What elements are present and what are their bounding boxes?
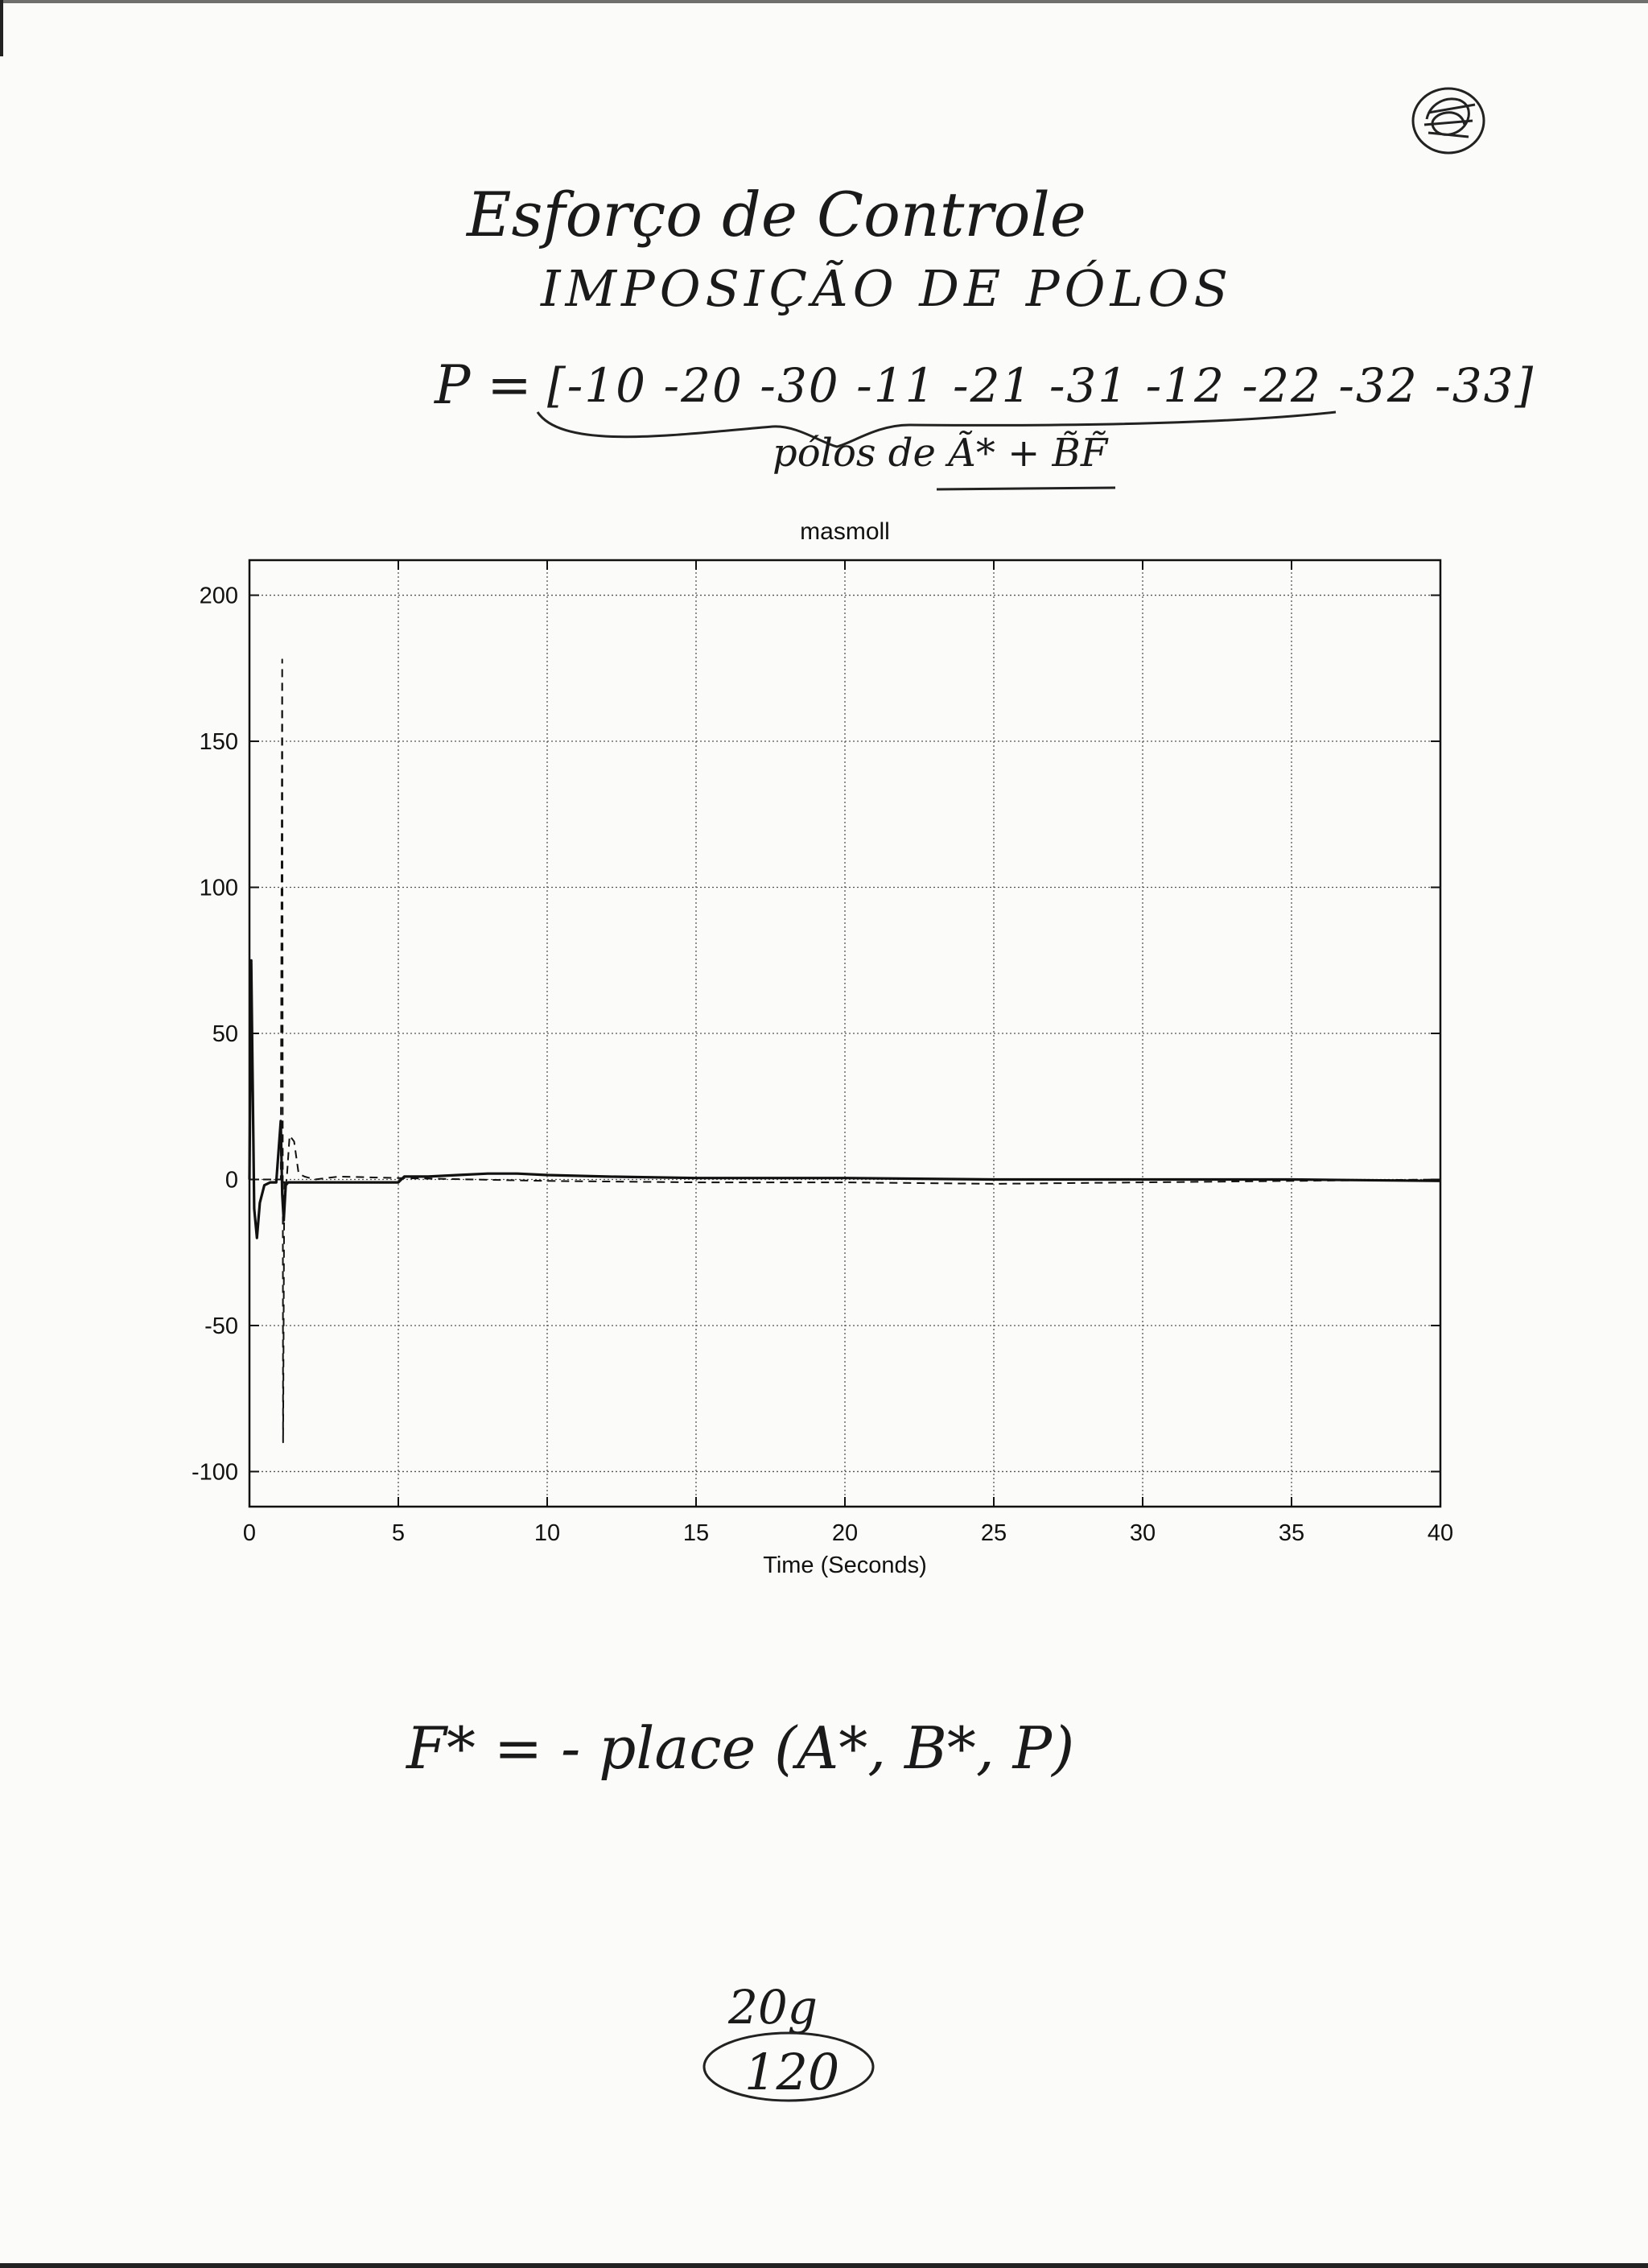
page-number-annotation: 20g (728, 1980, 818, 2035)
x-tick-label: 35 (1278, 1520, 1305, 1546)
y-tick-label: -50 (204, 1313, 238, 1339)
y-tick-label: 0 (225, 1167, 238, 1194)
x-tick-label: 20 (831, 1520, 859, 1546)
x-tick-label: 15 (682, 1520, 710, 1546)
x-tick-label: 10 (534, 1520, 561, 1546)
x-tick-label: 30 (1129, 1520, 1156, 1546)
pole-annotation: pólos de Ã* + B̃F̃ (772, 431, 1108, 476)
chart-title: masmoll (800, 518, 890, 545)
y-tick-label: -100 (191, 1459, 238, 1486)
pole-vector-values: [-10 -20 -30 -11 -21 -31 -12 -22 -32 -33] (547, 358, 1535, 413)
ticks (192, 560, 1453, 1546)
handwritten-formula: F* = - place (A*, B*, P) (406, 1714, 1075, 1782)
x-tick-label: 25 (980, 1520, 1007, 1546)
grid (249, 560, 1440, 1507)
page-number: 120 (744, 2043, 840, 2101)
handwritten-subtitle: IMPOSIÇÃO DE PÓLOS (541, 259, 1233, 318)
x-tick-label: 40 (1427, 1520, 1454, 1546)
y-tick-label: 150 (199, 729, 238, 756)
x-axis-label: Time (Seconds) (763, 1553, 927, 1578)
y-tick-label: 100 (199, 875, 238, 901)
y-tick-label: 200 (199, 583, 238, 609)
x-tick-label: 5 (391, 1520, 406, 1546)
y-tick-label: 50 (212, 1021, 238, 1047)
handwritten-title: Esforço de Controle (467, 179, 1086, 250)
x-tick-label: 0 (242, 1520, 257, 1546)
pole-vector-label: P = (435, 354, 532, 416)
scan-edge-bottom (0, 2263, 1648, 2268)
